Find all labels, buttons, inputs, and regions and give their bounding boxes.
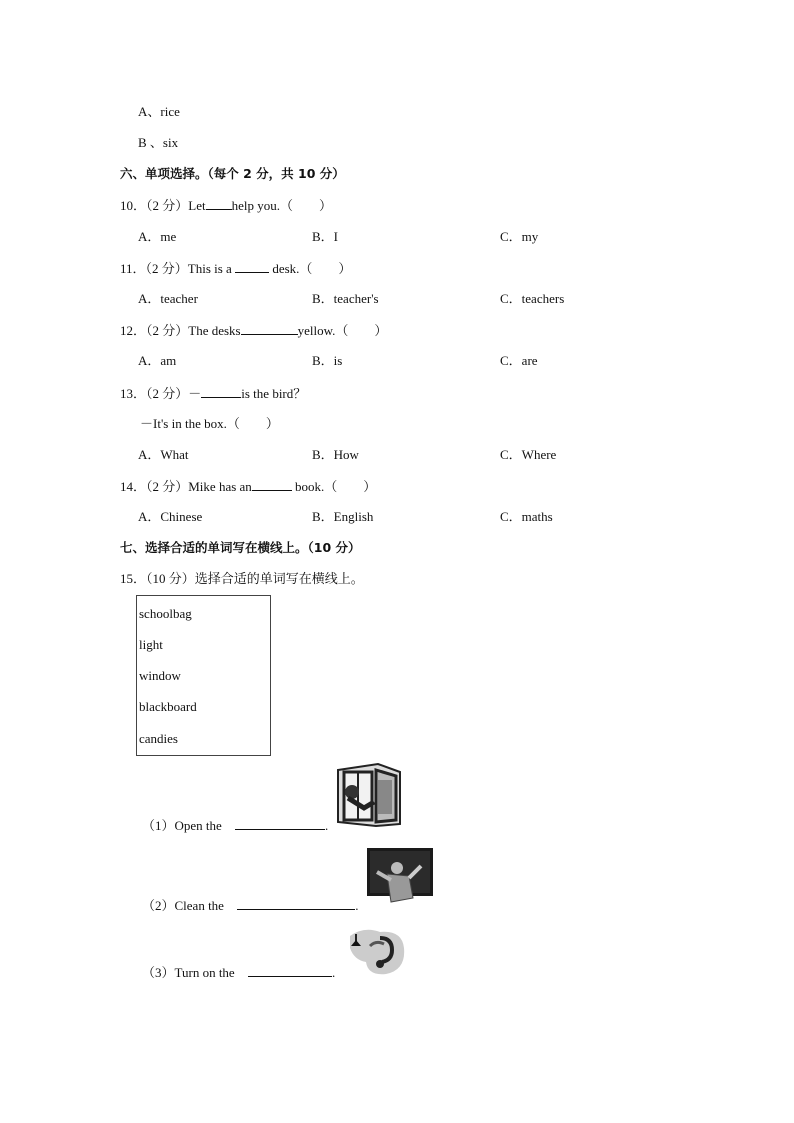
q10-option-c[interactable]: C．my <box>500 229 539 244</box>
q15-item-1 <box>142 816 328 835</box>
q13-option-b[interactable]: B．How <box>312 447 359 462</box>
q15-item-2-blank[interactable] <box>237 896 355 910</box>
q13-option-a[interactable]: A．What <box>138 447 189 462</box>
word-blackboard: blackboard <box>139 699 197 714</box>
q11-suffix: desk.（ ） <box>272 261 352 276</box>
q10-suffix: help you.（ ） <box>231 198 332 213</box>
q13-suffix: is the bird？ <box>241 386 307 401</box>
question-14 <box>120 477 376 496</box>
q14-suffix: book.（ ） <box>295 479 377 494</box>
q10-prefix: 10．（2 分）Let <box>120 198 206 213</box>
q11-option-a[interactable]: A．teacher <box>138 291 198 306</box>
q11-option-b[interactable]: B．teacher's <box>312 291 379 306</box>
q15-item-3 <box>142 963 335 982</box>
q12-suffix: yellow.（ ） <box>297 323 388 338</box>
q11-prefix: 11．（2 分）This is a <box>120 261 232 276</box>
q14-prefix: 14．（2 分）Mike has an <box>120 479 252 494</box>
q14-option-c[interactable]: C．maths <box>500 509 553 524</box>
q10-option-a[interactable]: A．me <box>138 229 177 244</box>
question-13 <box>120 384 306 403</box>
q12-blank[interactable] <box>241 321 298 335</box>
q15-item-1-blank[interactable] <box>235 816 325 830</box>
q11-option-c[interactable]: C．teachers <box>500 291 565 306</box>
blackboard-icon <box>367 848 433 906</box>
q15-item-3-blank[interactable] <box>248 963 332 977</box>
word-candies: candies <box>139 731 178 746</box>
q14-blank[interactable] <box>252 477 292 491</box>
q15-item-2-end: . <box>355 898 359 913</box>
q12-option-c[interactable]: C．are <box>500 353 538 368</box>
q13-prefix: 13．（2 分）－ <box>120 386 202 401</box>
question-10 <box>120 196 332 215</box>
word-window: window <box>139 668 181 683</box>
q15-item-3-end: . <box>331 965 336 980</box>
q15-item-3-label: （3）Turn on the <box>142 965 235 980</box>
q15-item-1-label: （1）Open the <box>142 818 222 833</box>
section-6-title: 六、单项选择。（每个 2 分，共 10 分） <box>120 166 345 181</box>
option-rice: A、rice <box>138 104 180 119</box>
word-light: light <box>139 637 163 652</box>
q15-item-2-label: （2）Clean the <box>142 898 224 913</box>
q10-blank[interactable] <box>206 196 232 210</box>
q14-option-a[interactable]: A．Chinese <box>138 509 203 524</box>
lamp-icon <box>346 926 406 976</box>
q12-option-b[interactable]: B．is <box>312 353 343 368</box>
q12-option-a[interactable]: A．am <box>138 353 177 368</box>
question-11 <box>120 259 351 278</box>
q10-option-b[interactable]: B．I <box>312 229 339 244</box>
q15-item-1-end: . <box>325 818 329 833</box>
word-schoolbag: schoolbag <box>139 606 192 621</box>
window-icon <box>334 762 404 828</box>
option-six: B 、six <box>138 135 179 150</box>
q11-blank[interactable] <box>235 259 269 273</box>
q13-blank[interactable] <box>201 384 241 398</box>
question-12 <box>120 321 387 340</box>
q12-prefix: 12．（2 分）The desks <box>120 323 241 338</box>
question-15-stem: 15．（10 分）选择合适的单词写在横线上。 <box>120 571 364 586</box>
q15-item-2 <box>142 896 358 915</box>
q13-option-c[interactable]: C．Where <box>500 447 557 462</box>
q13-answer-line: －It's in the box.（ ） <box>140 416 279 431</box>
q14-option-b[interactable]: B．English <box>312 509 374 524</box>
section-7-title: 七、选择合适的单词写在横线上。（10 分） <box>120 540 361 555</box>
word-bank-box <box>136 595 271 756</box>
